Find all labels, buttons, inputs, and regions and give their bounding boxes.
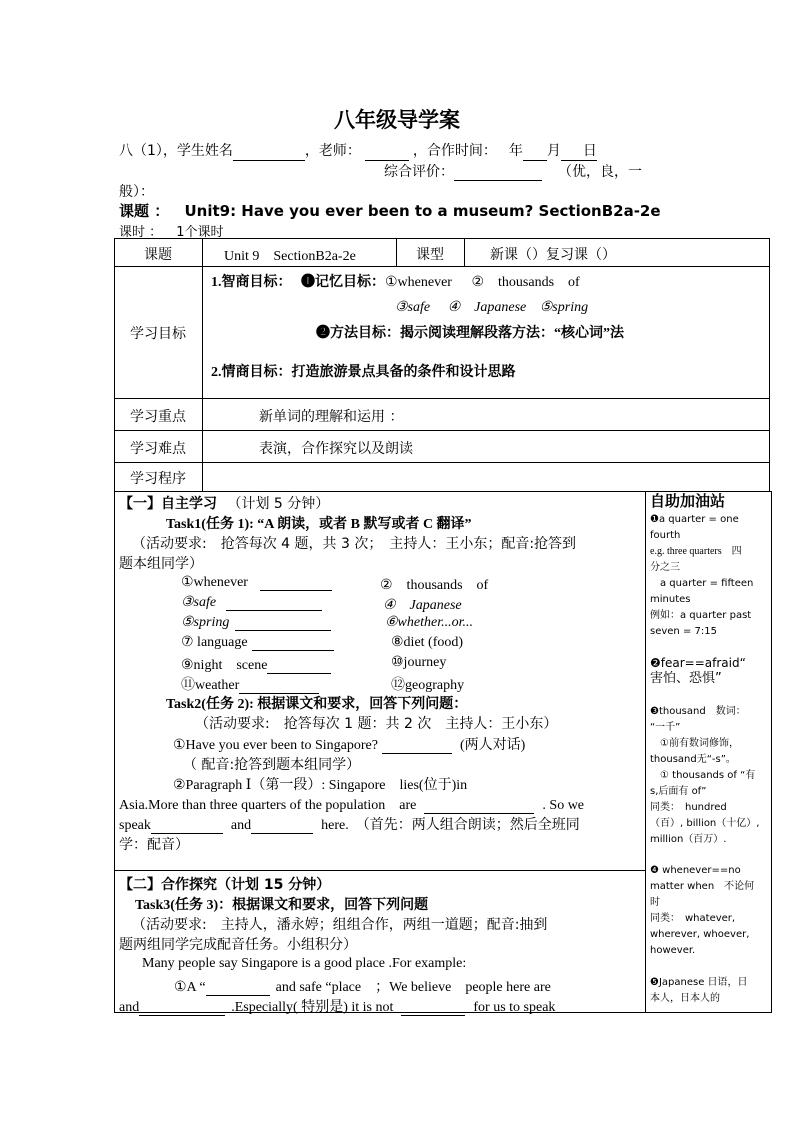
topic-value: Unit9: Have you ever been to a museum? SectionB2a-2e (184, 202, 661, 220)
goal-word-2: ② thousands of (471, 275, 580, 290)
word-row (181, 654, 331, 674)
goal-word-5: ⑤spring (539, 300, 589, 315)
answer-blank[interactable] (260, 577, 332, 591)
section2-head: 【二】合作探究（计划 15 分钟） (119, 877, 331, 893)
q2-text-d: and (230, 818, 252, 833)
sidebar-line: thousand无“-s”。 (650, 754, 736, 765)
task3-title: Task3(任务 3)：根据课文和要求，回答下列问题 (135, 898, 429, 913)
month-label: 月 (546, 143, 561, 159)
sidebar-line: ①前有数词修饰， (650, 738, 739, 749)
page-title: 八年级导学案 (334, 107, 460, 132)
day-label: 日 (583, 140, 597, 161)
topic-cell-value: Unit 9 SectionB2a-2e (224, 249, 356, 264)
sidebar-line: 例如：a quarter past (650, 610, 752, 621)
goal-word-4: ④ Japanese (447, 300, 527, 315)
sidebar-line: million（百万）. (650, 834, 727, 845)
topic-line (119, 200, 661, 221)
word-item: ⑦ language (181, 635, 248, 650)
sidebar-line: matter when 不论何 (650, 881, 755, 892)
memory-goal-label: ❶记忆目标： (301, 275, 385, 290)
topic-label: 课题 ： (119, 202, 170, 220)
section2-line-3 (119, 996, 555, 1016)
task1-title: Task1(任务 1): “A 朗读，或者 B 默写或者 C 翻译” (166, 517, 472, 532)
word-item: ①whenever (181, 575, 248, 590)
word-row (181, 634, 334, 651)
sidebar-line: ❺Japanese 日语，日 (650, 977, 748, 988)
answer-blank[interactable] (252, 637, 334, 651)
sidebar-line: ❹ whenever==no (650, 865, 741, 876)
word-item: ⑪weather (181, 678, 240, 693)
day-blank[interactable] (561, 146, 583, 161)
goal1-head: 1.智商目标： (211, 275, 292, 290)
month-blank[interactable] (523, 146, 547, 161)
answer-blank[interactable] (382, 740, 452, 754)
method-goal: ❷方法目标：揭示阅读理解段落方法：“核心词”法 (316, 326, 624, 341)
q2-text-c: speak (119, 818, 151, 833)
s2-text-d: .Especially( 特别是) it is not (231, 1000, 394, 1015)
info-table (114, 238, 769, 491)
sidebar-line: 同类： hundred (650, 802, 727, 813)
coop-time-label: ，合作时间： (412, 143, 497, 159)
sidebar-line: 分之三 (650, 562, 680, 573)
goal2: 2.情商目标：打造旅游景点具备的条件和设计思路 (211, 365, 516, 380)
student-name-blank[interactable] (233, 146, 305, 161)
section-1 (119, 493, 639, 873)
s2-text-a: ①A “ (174, 980, 206, 995)
difficulty-label: 学习难点 (130, 441, 186, 457)
task1-req-a: （活动要求: 抢答每次 4 题，共 3 次； 主持人：王小东；配音:抢答到 (132, 536, 577, 552)
hours-label: 课时 ： (119, 225, 163, 240)
answer-blank[interactable] (206, 982, 270, 996)
answer-blank[interactable] (401, 1002, 465, 1016)
word-row (181, 674, 319, 694)
question-1 (173, 734, 525, 754)
q2-text-e: here. （首先：两人组合朗读；然后全班同 (321, 818, 580, 833)
sidebar-line: ① thousands of “有 (650, 770, 756, 781)
sidebar-line: e.g. three quarters 四 (650, 546, 742, 557)
sidebar-line: seven = 7:15 (650, 626, 717, 637)
answer-blank[interactable] (267, 660, 331, 674)
answer-blank[interactable] (424, 800, 534, 814)
answer-blank[interactable] (251, 820, 313, 834)
sidebar-line: wherever, whoever, (650, 929, 750, 940)
s2-text-c: and (119, 1000, 140, 1015)
answer-blank[interactable] (139, 1002, 225, 1016)
word-item: ③safe (181, 595, 217, 610)
s2-text-e: for us to speak (473, 1000, 556, 1015)
sidebar-line: ❶a quarter = one (650, 514, 739, 525)
s2-text-b: and safe “place ；We believe people here are (275, 980, 551, 995)
sidebar-line: ❸thousand 数词： (650, 706, 746, 717)
word-item: ⑥whether...or... (385, 615, 473, 630)
word-row (181, 614, 331, 631)
goal-word-3: ③safe (395, 300, 431, 315)
q2-text-b: . So we (542, 798, 585, 813)
year-label: 年 (508, 143, 523, 159)
task2-title: Task2(任务 2): 根据课文和要求，回答下列问题： (166, 697, 468, 712)
eval-grades: （优，良，一 (558, 164, 642, 180)
section-2 (119, 874, 639, 1014)
teacher-blank[interactable] (365, 146, 409, 161)
help-sidebar (650, 492, 768, 1010)
hours-value: 1个课时 (176, 225, 224, 240)
section1-head: 【一】自主学习 (119, 496, 217, 512)
word-item: ④ Japanese (383, 598, 462, 613)
header-line-3: 般）： (119, 184, 154, 200)
task2-req: （活动要求: 抢答每次 1 题：共 2 次 主持人：王小东） (195, 716, 558, 732)
question-2-line-2 (119, 794, 584, 814)
answer-blank[interactable] (226, 597, 322, 611)
goal1-words-line (395, 296, 588, 316)
word-row (181, 594, 322, 611)
topic-cell-label: 课题 (144, 247, 172, 263)
task1-req-b: 题本组同学） (119, 556, 203, 572)
eval-label: 综合评价： (384, 164, 454, 180)
question-2-line-3 (119, 814, 580, 834)
sidebar-line: s,后面有 of” (650, 786, 707, 797)
word-item: ② thousands of (380, 578, 489, 593)
question-2-line-4: 学：配音） (119, 837, 189, 853)
sidebar-line: 时 (650, 897, 660, 908)
task3-req-a: （活动要求: 主持人，潘永婷；组组合作，两组一道题；配音:抽到 (132, 917, 548, 933)
eval-blank[interactable] (454, 166, 542, 181)
question-1-note: （ 配音:抢答到题本组同学） (183, 757, 361, 773)
key-value: 新单词的理解和运用 ： (259, 409, 404, 425)
question-2: ②Paragraph Ⅰ（第一段）: Singapore lies(位于)in (173, 778, 468, 793)
word-item: ⑤spring (181, 615, 230, 630)
lesson-type-value: 新课（）复习课（） (490, 247, 616, 263)
procedure-label: 学习程序 (130, 471, 186, 487)
sidebar-title: 自助加油站 (650, 492, 726, 510)
word-item: ⑨night scene (181, 658, 268, 673)
sidebar-line: 害怕、恐惧” (650, 671, 722, 686)
word-row (181, 574, 332, 591)
goal1-line (211, 271, 580, 291)
header-line-1 (119, 140, 597, 161)
sidebar-line: ❷fear==afraid“ (650, 656, 746, 670)
sidebar-line: a quarter = fifteen (650, 578, 754, 589)
sidebar-line: 同类： whatever, (650, 913, 736, 924)
goal-word-1: ①whenever (385, 275, 452, 290)
sidebar-line: （百）, billion（十亿）, (650, 818, 760, 829)
header-line-2 (384, 161, 642, 181)
sidebar-line: minutes (650, 594, 691, 605)
question-1-tail: (两人对话) (459, 738, 526, 753)
q2-text-a: Asia.More than three quarters of the population are (119, 798, 417, 813)
section2-line-2 (174, 976, 551, 996)
difficulty-value: 表演，合作探究以及朗读 (259, 441, 413, 457)
answer-blank[interactable] (151, 820, 223, 834)
key-label: 学习重点 (130, 409, 186, 425)
task3-req-b: 题两组同学完成配音任务。小组积分） (119, 937, 357, 953)
answer-blank[interactable] (235, 617, 331, 631)
sidebar-line: 本人，日本人的 (650, 993, 720, 1004)
sidebar-line: “一千” (650, 722, 681, 733)
teacher-label: ，老师： (304, 143, 361, 159)
section1-head-line (119, 493, 329, 513)
section2-line-1: Many people say Singapore is a good place .For example: (142, 956, 467, 971)
word-item: ⑧diet (food) (391, 635, 464, 650)
word-item: ⑩journey (391, 655, 447, 670)
goals-label: 学习目标 (130, 326, 186, 342)
lesson-type-label: 课型 (416, 247, 444, 263)
sidebar-line: fourth (650, 530, 681, 541)
answer-blank[interactable] (239, 680, 319, 694)
student-name-label: 八（1），学生姓名 (119, 143, 233, 159)
word-item: ⑫geography (391, 678, 465, 693)
question-1-text: ①Have you ever been to Singapore? (173, 738, 378, 753)
sidebar-line: however. (650, 945, 696, 956)
section1-plan: （计划 5 分钟） (227, 496, 330, 512)
